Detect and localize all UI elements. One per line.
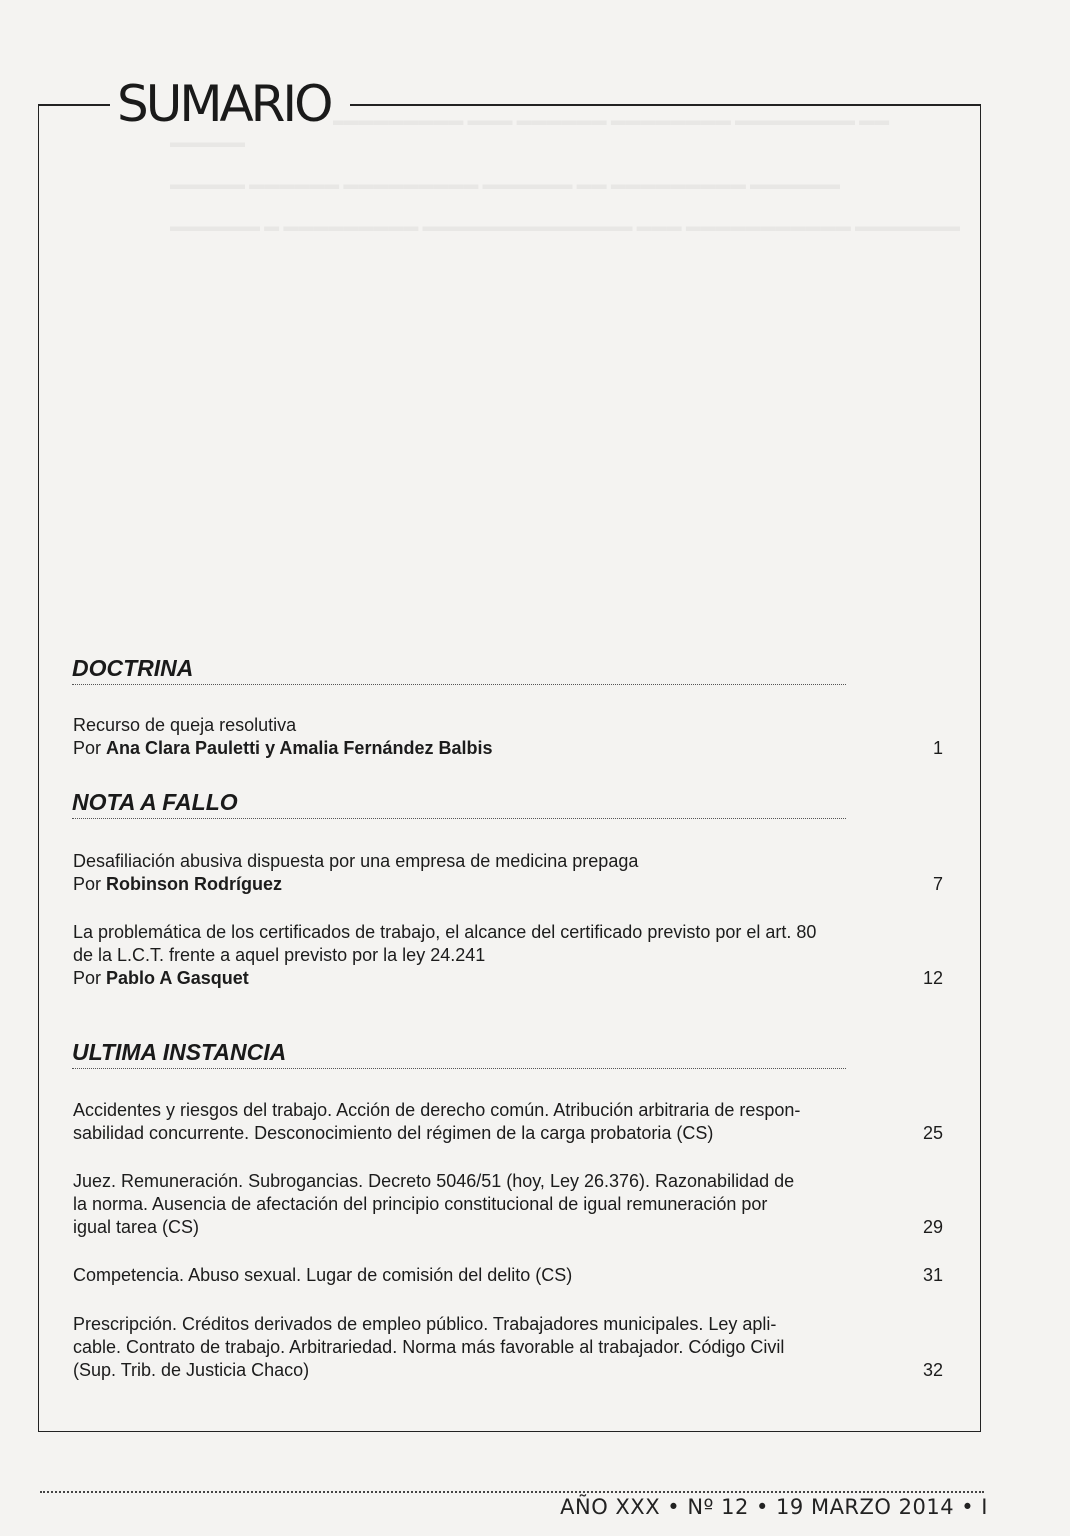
entry-title-line: la norma. Ausencia de afectación del principio constitucional de igual remuneración por [73, 1194, 768, 1214]
entry-title-line: (Sup. Trib. de Justicia Chaco) [73, 1360, 310, 1380]
section-heading-nota-a-fallo: NOTA A FALLO [72, 788, 846, 819]
entry-page-number: 12 [922, 968, 943, 988]
entry-author: Robinson Rodríguez [106, 874, 282, 894]
entry-page-number: 29 [922, 1217, 943, 1237]
entry-title-line: Accidentes y riesgos del trabajo. Acción de derecho común. Atribución arbitraria de respon- [73, 1100, 801, 1120]
entry-title-line: sabilidad concurrente. Desconocimiento del régimen de la carga probatoria (CS) [73, 1123, 714, 1143]
section-heading-doctrina: DOCTRINA [72, 654, 846, 685]
entry-title: Recurso de queja resolutiva [73, 715, 297, 735]
toc-entry[interactable] [73, 1313, 943, 1382]
entry-title-line: cable. Contrato de trabajo. Arbitrariedad. Norma más favorable al trabajador. Código Civil [73, 1337, 785, 1357]
bleed-through-texture: ▬▬▬ ▬▬▬▬▬▬ ▬▬▬▬▬▬▬▬▬▬ ▬▬▬ ▬▬▬▬▬▬ ▬▬▬▬▬▬▬▬ ▬▬▬▬▬▬▬▬ ▬▬ ▬▬▬▬▬ ▬▬▬▬▬ ▬▬▬▬▬▬ ▬▬▬▬▬▬▬▬▬ ▬▬▬▬▬▬ ▬▬ ▬▬▬▬▬▬▬▬▬ ▬▬▬▬▬▬ ▬▬▬▬▬▬ ▬ ▬▬▬▬▬▬▬▬▬ ▬▬▬▬▬▬▬▬▬▬▬▬▬▬ ▬▬▬ ▬▬▬▬▬▬▬▬▬▬▬ ▬▬▬▬▬▬▬ [170, 112, 961, 235]
entry-title-line: La problemática de los certificados de trabajo, el alcance del certificado previsto por el art. 80 [73, 922, 817, 942]
toc-entry[interactable] [73, 921, 943, 990]
toc-entry[interactable] [73, 1264, 943, 1287]
entry-author: Pablo A Gasquet [106, 968, 249, 988]
entry-title-line: de la L.C.T. frente a aquel previsto por la ley 24.241 [73, 945, 486, 965]
toc-entry[interactable] [73, 1099, 943, 1145]
entry-author: Ana Clara Pauletti y Amalia Fernández Balbis [106, 738, 493, 758]
page-title: SUMARIO [117, 75, 331, 133]
entry-title-line: Competencia. Abuso sexual. Lugar de comisión del delito (CS) [73, 1265, 573, 1285]
entry-page-number: 31 [922, 1265, 943, 1285]
section-heading-ultima-instancia: ULTIMA INSTANCIA [72, 1038, 846, 1069]
toc-entry[interactable] [73, 850, 943, 896]
footer-divider [40, 1491, 984, 1493]
entry-title-line: Juez. Remuneración. Subrogancias. Decreto 5046/51 (hoy, Ley 26.376). Razonabilidad de [73, 1171, 795, 1191]
entry-title-line: igual tarea (CS) [73, 1217, 200, 1237]
entry-page-number: 1 [932, 738, 943, 758]
entry-title-line: Prescripción. Créditos derivados de empleo público. Trabajadores municipales. Ley apli- [73, 1314, 777, 1334]
toc-entry[interactable] [73, 714, 943, 760]
entry-page-number: 7 [932, 874, 943, 894]
frame-top-line-left [38, 104, 110, 106]
entry-author-line: Por Pablo A Gasquet [73, 968, 249, 988]
entry-page-number: 32 [922, 1360, 943, 1380]
entry-author-line: Por Ana Clara Pauletti y Amalia Fernández Balbis [73, 738, 493, 758]
entry-page-number: 25 [922, 1123, 943, 1143]
page-footer: AÑO XXX • Nº 12 • 19 MARZO 2014 • I [560, 1495, 988, 1519]
toc-entry[interactable] [73, 1170, 943, 1239]
entry-title: Desafiliación abusiva dispuesta por una empresa de medicina prepaga [73, 851, 639, 871]
frame-top-line-right [350, 104, 981, 106]
entry-author-line: Por Robinson Rodríguez [73, 874, 282, 894]
